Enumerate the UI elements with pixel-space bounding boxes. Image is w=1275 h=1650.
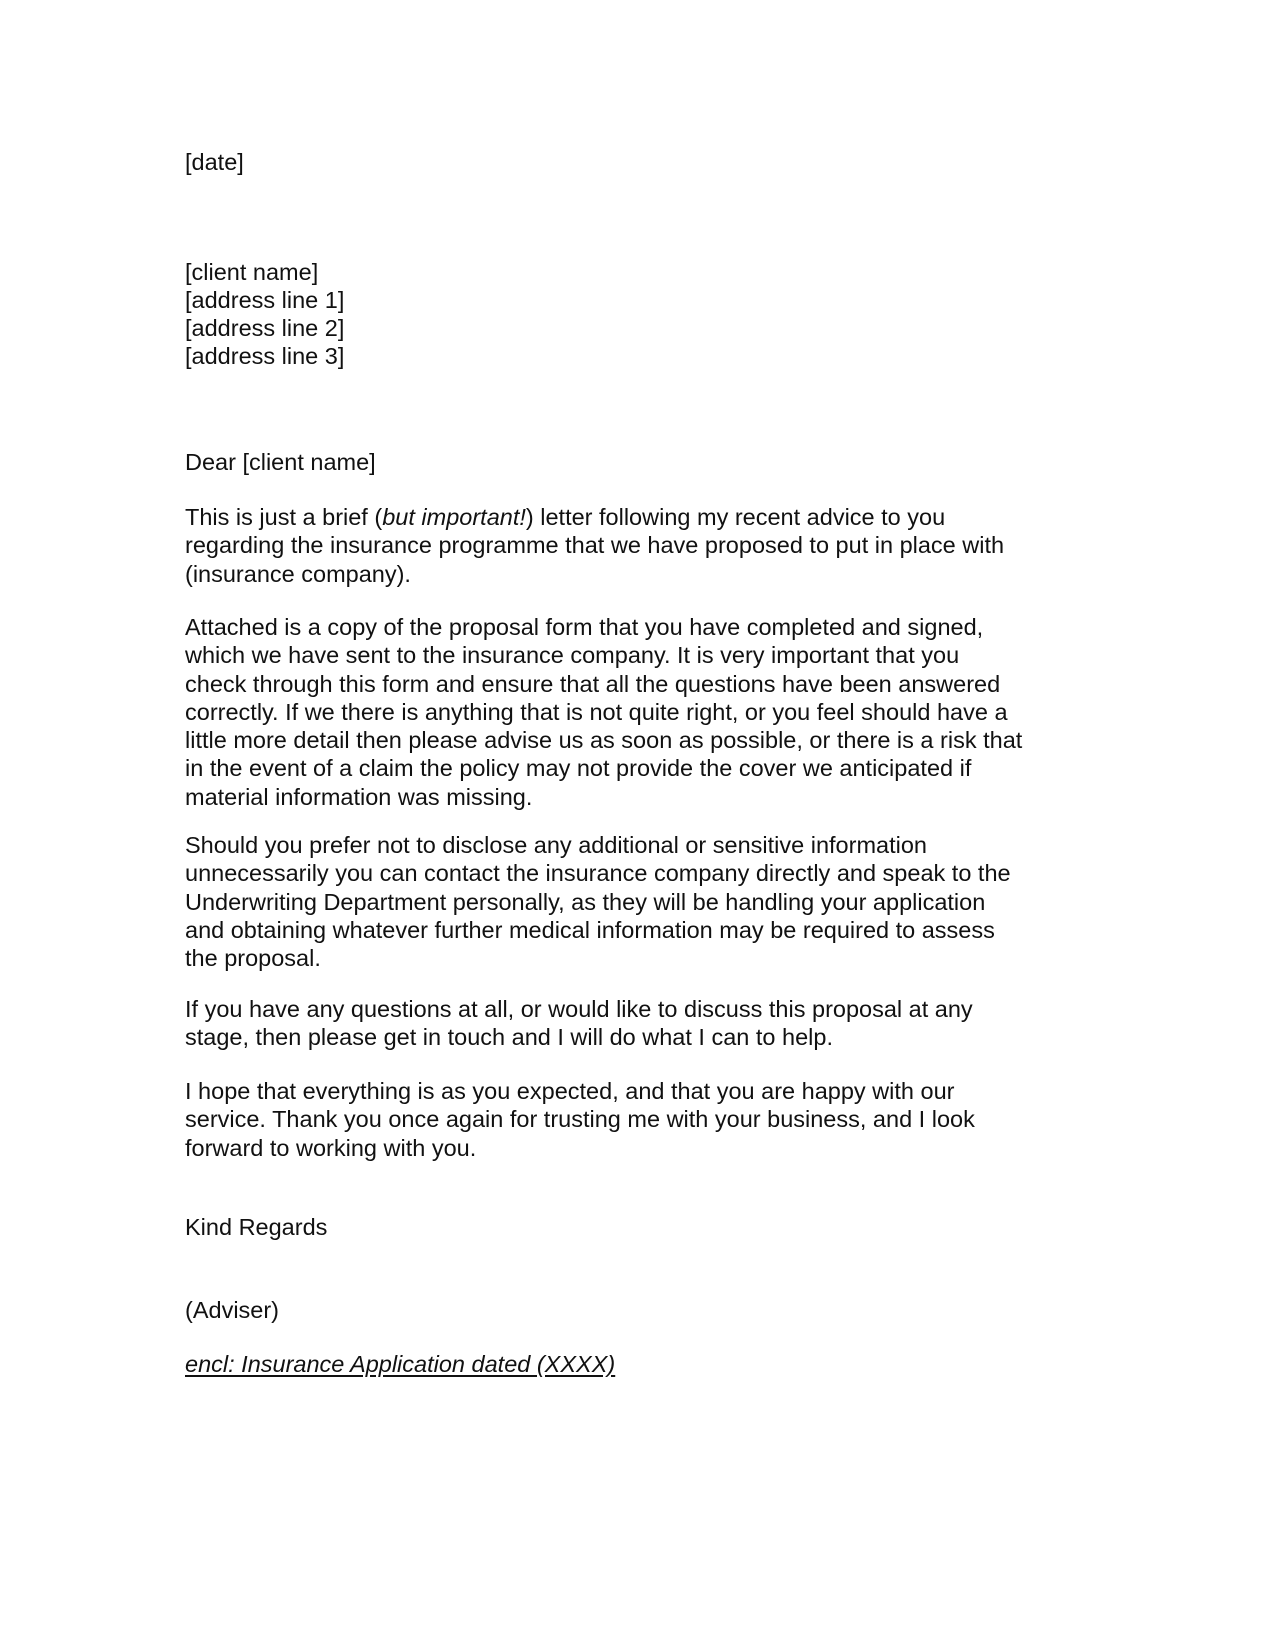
paragraph-line: little more detail then please advise us as soon as possible, or there is a risk that — [185, 727, 1023, 754]
enclosure-note: encl: Insurance Application dated (XXXX) — [185, 1351, 616, 1377]
paragraph-line: check through this form and ensure that all the questions have been answered — [185, 670, 1001, 697]
paragraph-line: Underwriting Department personally, as they will be handling your application — [185, 888, 986, 915]
paragraph-line: forward to working with you. — [185, 1134, 477, 1161]
intro-lead-text: This is just a brief ( — [185, 504, 383, 530]
paragraph-line: service. Thank you once again for trusting me with your business, and I look — [185, 1106, 975, 1133]
paragraph-disclosure — [185, 831, 1011, 972]
closing: Kind Regards — [185, 1214, 328, 1240]
letter-date: [date] — [185, 149, 244, 175]
paragraph-line: I hope that everything is as you expected, and that you are happy with our — [185, 1078, 955, 1104]
paragraph-thanks — [185, 1077, 975, 1162]
recipient-address-line-1: [address line 1] — [185, 287, 345, 313]
recipient-address-line-3: [address line 3] — [185, 343, 345, 369]
paragraph-intro-line-1 — [185, 503, 1004, 531]
paragraph-proposal-form — [185, 613, 1022, 811]
salutation: Dear [client name] — [185, 449, 376, 475]
paragraph-intro-line-3: (insurance company). — [185, 560, 411, 587]
signatory: (Adviser) — [185, 1297, 280, 1323]
recipient-address-block — [185, 258, 344, 370]
paragraph-line: Should you prefer not to disclose any additional or sensitive information — [185, 832, 927, 858]
recipient-name: [client name] — [185, 259, 319, 285]
paragraph-line: and obtaining whatever further medical information may be required to assess — [185, 916, 995, 943]
paragraph-line: in the event of a claim the policy may not provide the cover we anticipated if — [185, 755, 972, 782]
recipient-address-line-2: [address line 2] — [185, 315, 345, 341]
paragraph-line: correctly. If we there is anything that is not quite right, or you feel should have a — [185, 698, 1008, 725]
paragraph-intro-line-2: regarding the insurance programme that we have proposed to put in place with — [185, 532, 1005, 559]
paragraph-line: Attached is a copy of the proposal form that you have completed and signed, — [185, 614, 984, 640]
paragraph-line: unnecessarily you can contact the insurance company directly and speak to the — [185, 860, 1011, 887]
paragraph-line: stage, then please get in touch and I will do what I can to help. — [185, 1024, 833, 1051]
paragraph-questions — [185, 995, 973, 1052]
intro-rest-text: ) letter following my recent advice to you — [525, 504, 946, 530]
paragraph-line: material information was missing. — [185, 783, 533, 810]
paragraph-line: which we have sent to the insurance company. It is very important that you — [185, 642, 960, 669]
paragraph-intro — [185, 503, 1004, 588]
paragraph-line: the proposal. — [185, 945, 321, 972]
paragraph-line: If you have any questions at all, or would like to discuss this proposal at any — [185, 996, 973, 1022]
intro-emphasis-text: but important! — [382, 504, 526, 530]
